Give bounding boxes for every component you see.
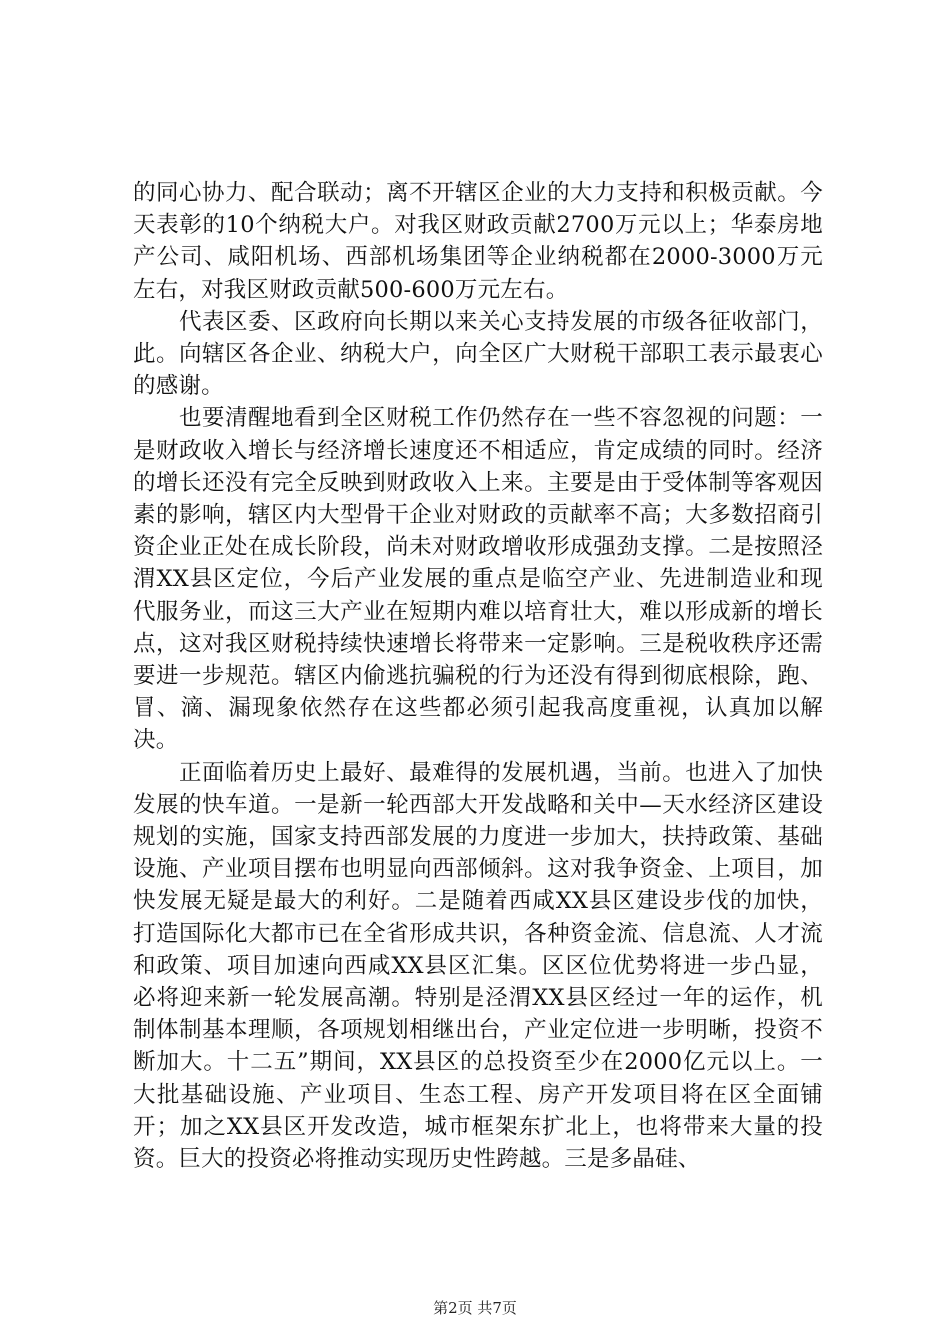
paragraph-3: 也要清醒地看到全区财税工作仍然存在一些不容忽视的问题：一是财政收入增长与经济增长速度还不相适应，肯定成绩的同时。经济的增长还没有完全反映到财政收入上来。主要是由于受体制等客观因素的影响，辖区内大型骨干企业对财政的贡献率不高；大多数招商引资企业正处在成长阶段，尚未对财政增收形成强劲支撑。二是按照泾渭XX县区定位，今后产业发展的重点是临空产业、先进制造业和现代服务业，而这三大产业在短期内难以培育壮大，难以形成新的增长点，这对我区财税持续快速增长将带来一定影响。三是税收秩序还需要进一步规范。辖区内偷逃抗骗税的行为还没有得到彻底根除，跑、冒、滴、漏现象依然存在这些都必须引起我高度重视，认真加以解决。 <box>133 405 823 754</box>
paragraph-2: 代表区委、区政府向长期以来关心支持发展的市级各征收部门，此。向辖区各企业、纳税大户，向全区广大财税干部职工表示最衷心的感谢。 <box>133 308 823 400</box>
document-body <box>133 177 823 1175</box>
page-number-footer: 第2页 共7页 <box>433 1299 517 1317</box>
paragraph-4: 正面临着历史上最好、最难得的发展机遇，当前。也进入了加快发展的快车道。一是新一轮西部大开发战略和关中—天水经济区建设规划的实施，国家支持西部发展的力度进一步加大，扶持政策、基础设施、产业项目摆布也明显向西部倾斜。这对我争资金、上项目，加快发展无疑是最大的利好。二是随着西咸XX县区建设步伐的加快，打造国际化大都市已在全省形成共识，各种资金流、信息流、人才流和政策、项目加速向西咸XX县区汇集。区区位优势将进一步凸显，必将迎来新一轮发展高潮。特别是泾渭XX县区经过一年的运作，机制体制基本理顺，各项规划相继出台，产业定位进一步明晰，投资不断加大。十二五”期间，XX县区的总投资至少在2000亿元以上。一大批基础设施、产业项目、生态工程、房产开发项目将在区全面铺开；加之XX县区开发改造，城市框架东扩北上，也将带来大量的投资。巨大的投资必将推动实现历史性跨越。三是多晶硅、 <box>133 759 823 1173</box>
paragraph-1: 的同心协力、配合联动；离不开辖区企业的大力支持和积极贡献。今天表彰的10个纳税大户。对我区财政贡献2700万元以上；华泰房地产公司、咸阳机场、西部机场集团等企业纳税都在2000-3000万元左右，对我区财政贡献500-600万元左右。 <box>133 180 823 303</box>
